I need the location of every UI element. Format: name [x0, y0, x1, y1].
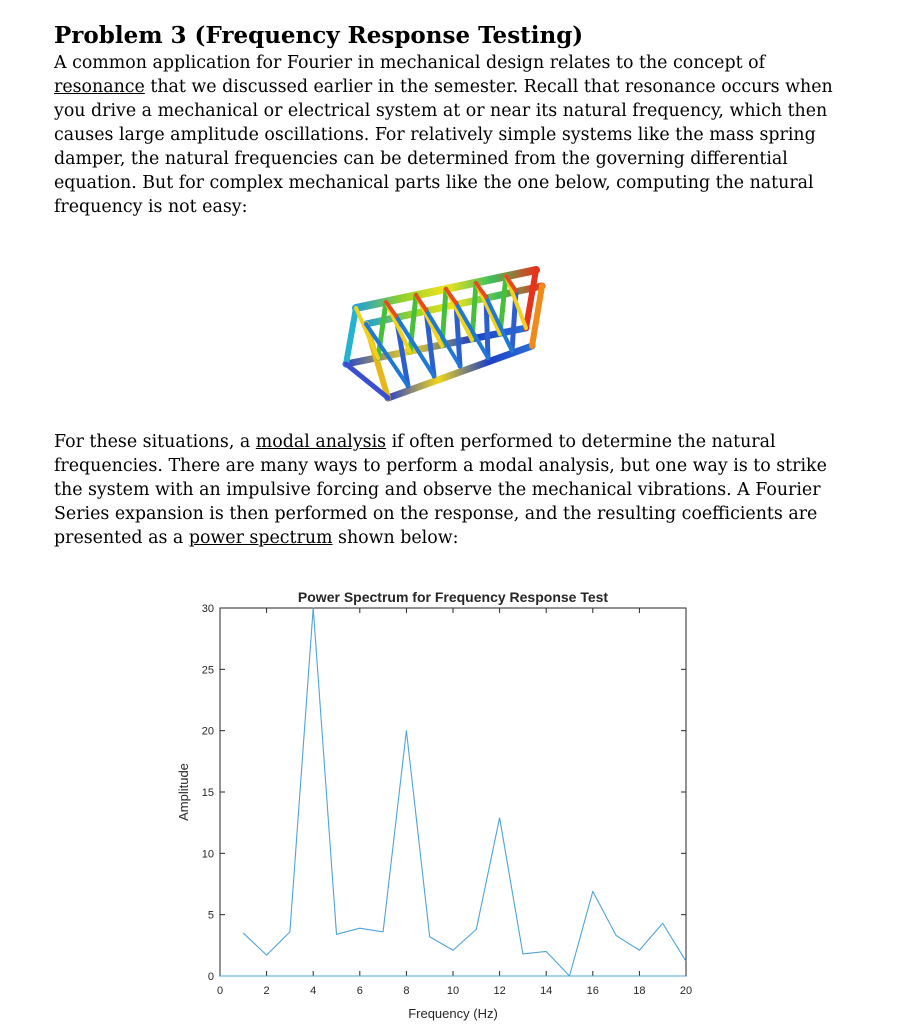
x-tick-label: 6 [356, 985, 363, 997]
y-tick-label: 15 [201, 787, 214, 799]
power-spectrum-chart [160, 578, 880, 1024]
text-line: frequency is not easy: [54, 197, 248, 217]
method-paragraph [54, 430, 854, 550]
x-tick-label: 18 [633, 985, 646, 997]
x-tick-label: 0 [216, 985, 224, 997]
modal-analysis-term: modal analysis [255, 432, 387, 452]
text-segment: shown below: [332, 528, 459, 548]
x-tick-label: 2 [263, 985, 270, 997]
y-axis-label: Amplitude [176, 763, 191, 821]
problem-title: Problem 3 (Frequency Response Testing) [54, 22, 584, 49]
truss-frame [346, 270, 542, 398]
x-tick-label: 10 [446, 985, 460, 997]
x-tick-label: 16 [586, 985, 599, 997]
y-tick-label: 30 [201, 603, 214, 615]
x-tick-label: 14 [540, 985, 553, 997]
x-tick-label: 4 [310, 985, 317, 997]
text-line: damper, the natural frequencies can be determined from the governing differential [54, 149, 788, 169]
y-tick-label: 5 [207, 909, 214, 922]
y-tick-label: 20 [201, 725, 214, 738]
text-line: frequencies. There are many ways to perform a modal analysis, but one way is to strike [54, 456, 827, 476]
text-line: Series expansion is then performed on the response, and the resulting coefficients are [54, 504, 818, 524]
y-tick-label: 25 [201, 664, 214, 677]
text-segment: presented as a [54, 528, 189, 548]
resonance-term: resonance [54, 77, 145, 97]
text-line [54, 75, 854, 99]
chart-title: Power Spectrum for Frequency Response Test [297, 589, 609, 605]
text-line [54, 526, 854, 550]
truss-modal-analysis-illustration [336, 238, 556, 408]
text-segment: if often performed to determine the natural [386, 432, 776, 452]
x-axis-label: Frequency (Hz) [408, 1006, 498, 1021]
plot-area [220, 608, 686, 976]
text-line: equation. But for complex mechanical parts like the one below, computing the natural [54, 173, 814, 193]
text-line: the system with an impulsive forcing and observe the mechanical vibrations. A Fourier [54, 480, 821, 500]
text-line: you drive a mechanical or electrical system at or near its natural frequency, which then [54, 101, 828, 121]
y-tick-label: 0 [207, 971, 214, 983]
x-tick-label: 12 [493, 985, 506, 997]
intro-paragraph [54, 51, 854, 219]
text-segment: that we discussed earlier in the semester. Recall that resonance occurs when [144, 77, 833, 97]
x-tick-label: 20 [679, 985, 693, 997]
text-segment: For these situations, a [54, 432, 256, 452]
text-line: A common application for Fourier in mechanical design relates to the concept of [54, 53, 766, 73]
x-tick-label: 8 [403, 985, 410, 997]
text-line: causes large amplitude oscillations. For relatively simple systems like the mass spring [54, 125, 816, 145]
text-line [54, 430, 854, 454]
y-tick-label: 10 [201, 848, 214, 861]
power-spectrum-term: power spectrum [188, 528, 333, 548]
